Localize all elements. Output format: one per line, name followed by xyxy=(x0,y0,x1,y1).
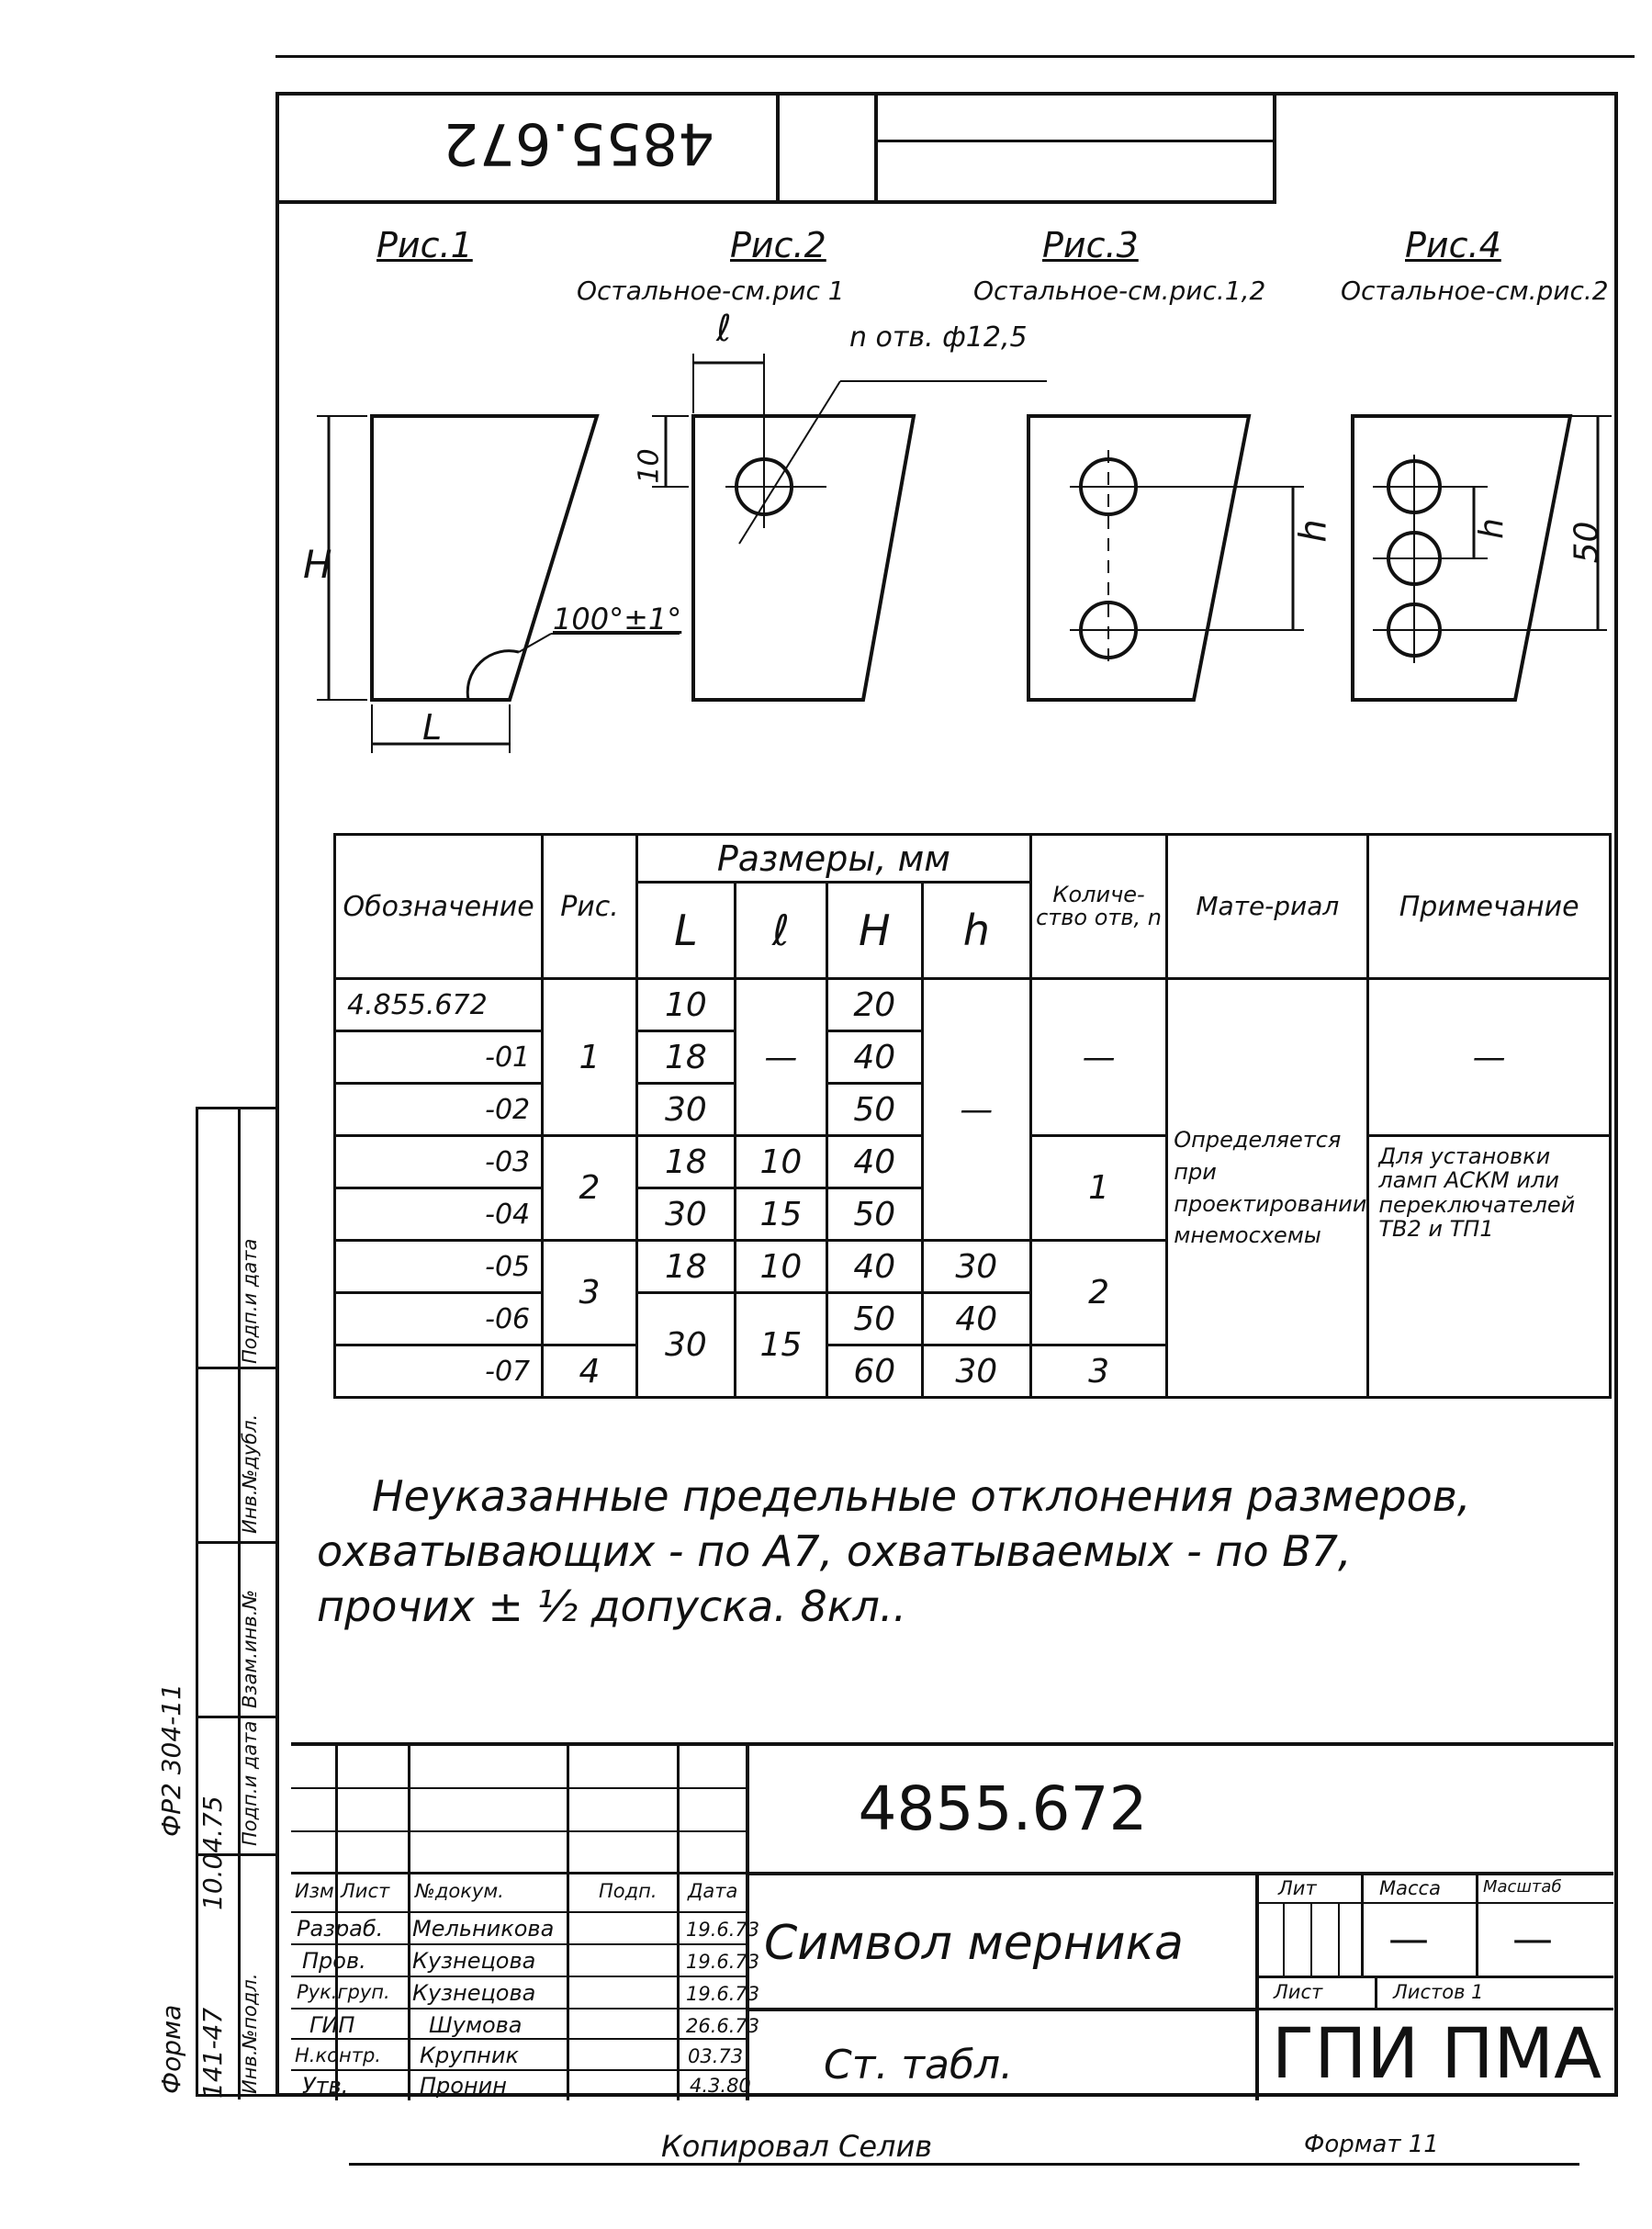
notes-line: прочих ± ½ допуска. 8кл.. xyxy=(317,1581,907,1631)
row-L: 30 xyxy=(636,1293,735,1398)
side-sign-date2: Подп.и дата xyxy=(239,1720,261,1846)
tb-h-list: Лист xyxy=(341,1880,390,1902)
col-L: L xyxy=(636,883,735,979)
row-h: 30 xyxy=(922,1241,1030,1293)
fig2-hole-note: n отв. ф12,5 xyxy=(849,321,1028,354)
row-h: 30 xyxy=(922,1345,1030,1398)
row-des: -05 xyxy=(335,1241,543,1293)
tb-date: 19.6.73 xyxy=(686,1983,760,2005)
tb-h-izm: Изм xyxy=(295,1880,334,1902)
tb-scale: Масштаб xyxy=(1483,1877,1562,1897)
tb-role: Н.контр. xyxy=(295,2044,381,2066)
row-H: 60 xyxy=(826,1345,922,1398)
title-block xyxy=(291,1742,1613,2100)
col-h: h xyxy=(922,883,1030,979)
row-L: 30 xyxy=(636,1084,735,1136)
side-inv-orig: Инв.№подл. xyxy=(239,1973,261,2094)
fig1-dim-H: H xyxy=(303,542,332,587)
tb-name: Крупник xyxy=(420,2043,519,2068)
tb-role: Разраб. xyxy=(297,1916,384,1942)
col-l: ℓ xyxy=(735,883,826,979)
fig1-angle: 100°±1° xyxy=(553,602,682,636)
tb-h-doc: №докум. xyxy=(415,1880,504,1902)
side-hw-num: 141-47 xyxy=(197,2007,228,2099)
row-des: -07 xyxy=(335,1345,543,1398)
side-stamp xyxy=(196,1107,275,2097)
fig4-dim-h: h xyxy=(1472,518,1511,539)
tb-name: Пронин xyxy=(420,2073,507,2099)
fig4-note: Остальное-см.рис.2 xyxy=(1341,276,1609,306)
side-format-label: Форма xyxy=(156,2004,186,2094)
row-L: 18 xyxy=(636,1031,735,1084)
tb-code: 4855.672 xyxy=(858,1773,1148,1844)
side-hw-date: 10.04.75 xyxy=(197,1796,228,1910)
row-l: 10 xyxy=(735,1136,826,1188)
tb-date: 26.6.73 xyxy=(686,2015,760,2037)
row-qty: — xyxy=(1030,979,1166,1136)
row-H: 40 xyxy=(826,1241,922,1293)
row-l: — xyxy=(735,979,826,1136)
row-h: — xyxy=(922,979,1030,1241)
col-H: H xyxy=(826,883,922,979)
row-L: 30 xyxy=(636,1188,735,1241)
fig2-trapezoid xyxy=(693,416,914,700)
copied-by: Копировал Селив xyxy=(661,2129,933,2164)
row-des: -01 xyxy=(335,1031,543,1084)
fig3-dim-h: h xyxy=(1292,519,1335,543)
tb-lit: Лит xyxy=(1278,1877,1317,1899)
row-qty: 1 xyxy=(1030,1136,1166,1241)
header-divider xyxy=(874,140,1276,142)
tb-org: ГПИ ПМА xyxy=(1271,2012,1602,2094)
header-divider xyxy=(776,92,780,200)
tb-date: 03.73 xyxy=(688,2045,744,2067)
col-designation: Обозначение xyxy=(335,835,543,979)
format-label: Формат 11 xyxy=(1304,2131,1439,2158)
side-vzam: Взам.инв.№ xyxy=(239,1589,261,1708)
tb-date: 19.6.73 xyxy=(686,1951,760,1973)
fig1-title: Рис.1 xyxy=(376,225,473,265)
tb-name: Шумова xyxy=(429,2012,523,2038)
fig2-dim-l: ℓ xyxy=(716,308,732,350)
col-material: Мате-риал xyxy=(1167,835,1368,979)
tb-name: Кузнецова xyxy=(412,1980,536,2006)
row-des: -04 xyxy=(335,1188,543,1241)
fig4-dim-50: 50 xyxy=(1568,521,1606,564)
header-divider xyxy=(1273,92,1276,200)
tb-scale-value: — xyxy=(1512,1916,1553,1963)
row-H: 50 xyxy=(826,1188,922,1241)
row-des: -02 xyxy=(335,1084,543,1136)
row-H: 40 xyxy=(826,1031,922,1084)
spec-table xyxy=(333,833,1612,1399)
fig2-dim-10: 10 xyxy=(633,448,666,484)
row-H: 50 xyxy=(826,1293,922,1345)
row-H: 40 xyxy=(826,1136,922,1188)
side-divider xyxy=(198,1716,278,1718)
tb-h-date: Дата xyxy=(688,1880,738,1902)
row-h: 40 xyxy=(922,1293,1030,1345)
side-divider xyxy=(198,1541,278,1544)
row-fig: 1 xyxy=(543,979,637,1136)
tb-name: Мельникова xyxy=(412,1916,555,1942)
fig4-title: Рис.4 xyxy=(1405,225,1501,265)
col-note: Примечание xyxy=(1368,835,1611,979)
header-code: 4855.672 xyxy=(443,110,714,177)
general-notes xyxy=(317,1469,1602,1634)
col-fig: Рис. xyxy=(543,835,637,979)
row-qty: 2 xyxy=(1030,1241,1166,1345)
row-L: 18 xyxy=(636,1136,735,1188)
header-divider xyxy=(874,92,878,200)
row-des: -06 xyxy=(335,1293,543,1345)
notes-line: охватывающих - по А7, охватываемых - по В7, xyxy=(317,1525,1352,1576)
notes-line: Неуказанные предельные отклонения размеров, xyxy=(372,1471,1471,1521)
bottom-rule xyxy=(349,2163,1579,2166)
row-fig: 4 xyxy=(543,1345,637,1398)
tb-name: Кузнецова xyxy=(412,1948,536,1974)
row-H: 20 xyxy=(826,979,922,1031)
tb-name-product: Символ мерника xyxy=(764,1916,1184,1971)
tb-sheet: Лист xyxy=(1274,1981,1323,2003)
col-qty: Количе-ство отв, n xyxy=(1030,835,1166,979)
fig2-title: Рис.2 xyxy=(730,225,826,265)
fig1-dim-L: L xyxy=(422,707,443,748)
side-divider xyxy=(198,1367,278,1369)
row-des: -03 xyxy=(335,1136,543,1188)
fig2-note: Остальное-см.рис 1 xyxy=(577,276,845,306)
tb-mass: Масса xyxy=(1379,1877,1441,1899)
col-sizes: Размеры, мм xyxy=(636,835,1030,883)
fig3-note: Остальное-см.рис.1,2 xyxy=(973,276,1266,306)
fig3-trapezoid xyxy=(1028,416,1249,700)
table-row xyxy=(335,979,1611,1031)
tb-role: Утв. xyxy=(302,2073,349,2099)
row-fig: 2 xyxy=(543,1136,637,1241)
row-material: Определяется при проектировании мнемосхемы xyxy=(1167,979,1368,1398)
row-fig: 3 xyxy=(543,1241,637,1345)
tb-role: ГИП xyxy=(309,2012,355,2038)
row-note: Для установки ламп АСКМ или переключателей ТВ2 и ТП1 xyxy=(1368,1136,1611,1398)
header-strip xyxy=(275,92,1276,204)
row-H: 50 xyxy=(826,1084,922,1136)
row-l: 10 xyxy=(735,1241,826,1293)
row-l: 15 xyxy=(735,1293,826,1398)
fig3-title: Рис.3 xyxy=(1042,225,1139,265)
row-note: — xyxy=(1368,979,1611,1136)
tb-role: Рук.груп. xyxy=(297,1981,390,2003)
tb-date: 4.3.80 xyxy=(690,2075,751,2097)
tb-date: 19.6.73 xyxy=(686,1919,760,1941)
row-qty: 3 xyxy=(1030,1345,1166,1398)
tb-h-sign: Подп. xyxy=(599,1880,657,1902)
tb-role: Пров. xyxy=(302,1948,366,1974)
figures-drawing xyxy=(275,303,1616,781)
tb-material: Ст. табл. xyxy=(824,2042,1014,2088)
row-L: 10 xyxy=(636,979,735,1031)
side-inv-dubl: Инв.№дубл. xyxy=(239,1413,261,1534)
tb-sheets: Листов 1 xyxy=(1393,1981,1484,2003)
top-rule xyxy=(275,55,1635,58)
row-l: 15 xyxy=(735,1188,826,1241)
tb-mass-value: — xyxy=(1388,1916,1429,1963)
row-des: 4.855.672 xyxy=(335,979,543,1031)
side-format-code: ФР2 304-11 xyxy=(156,1683,186,1837)
row-L: 18 xyxy=(636,1241,735,1293)
side-sign-date: Подп.и дата xyxy=(239,1238,261,1364)
